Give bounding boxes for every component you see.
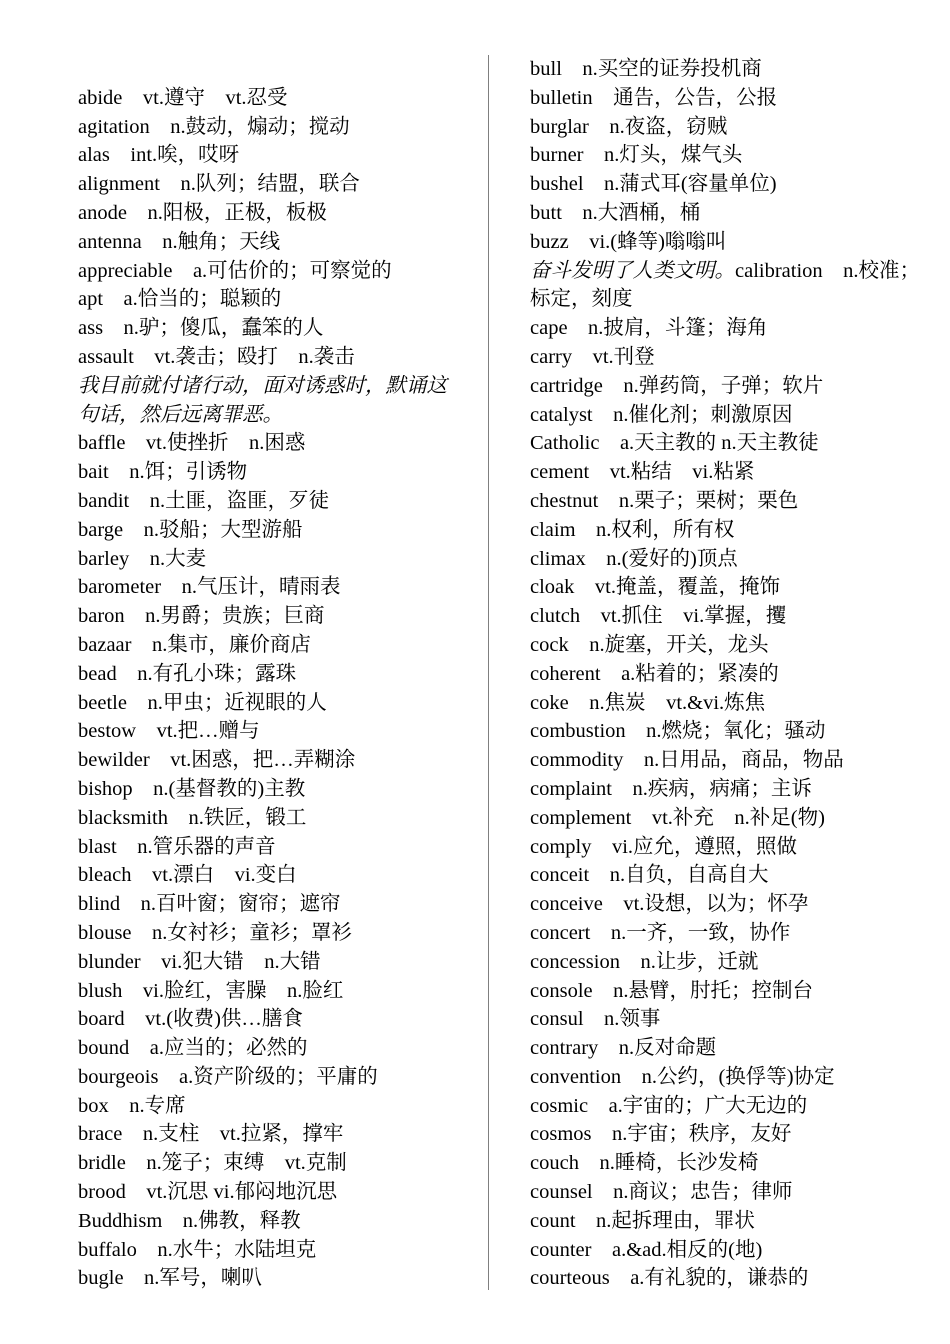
vocab-entry: bestow vt.把…赠与 [78,720,260,743]
vocab-entry: couch n.睡椅，长沙发椅 [530,1152,759,1175]
vocab-entry: comply vi.应允，遵照，照做 [530,835,798,858]
right-column [530,55,942,1293]
vocab-entry: blush vi.脸红，害臊 n.脸红 [78,979,344,1002]
vocab-entry: antenna n.触角；天线 [78,230,281,253]
vocab-entry: apt a.恰当的；聪颖的 [78,288,282,311]
vocab-entry: complaint n.疾病，病痛；主诉 [530,777,812,800]
vocab-entry: burner n.灯头，煤气头 [530,144,743,167]
quote-fragment: 奋斗发明了人类文明。 [530,259,735,282]
left-column [78,55,483,1293]
vocab-entry: blouse n.女衬衫；童衫；罩衫 [78,921,352,944]
vocab-entry: bazaar n.集市，廉价商店 [78,633,311,656]
vocab-entry: console n.悬臂，肘托；控制台 [530,979,813,1002]
vocab-entry: brace n.支柱 vt.拉紧，撑牢 [78,1123,344,1146]
vocab-entry: barge n.驳船；大型游船 [78,518,303,541]
vocab-entry: count n.起拆理由，罪状 [530,1209,755,1232]
vocab-entry: counter a.&ad.相反的(地) [530,1238,763,1261]
vocab-entry: bewilder vt.困惑，把…弄糊涂 [78,749,356,772]
vocab-entry: cosmic a.宇宙的；广大无边的 [530,1094,808,1117]
vocab-entry: baffle vt.使挫折 n.困惑 [78,432,306,455]
vocab-entry: bridle n.笼子；束缚 vt.克制 [78,1152,347,1175]
vocab-entry: burglar n.夜盗，窃贼 [530,115,728,138]
vocab-entry: abide vt.遵守 vt.忍受 [78,86,288,109]
vocab-entry: convention n.公约，(换俘等)协定 [530,1065,835,1088]
quote-line: 句话，然后远离罪恶。 [78,403,283,426]
vocab-entry: cement vt.粘结 vi.粘紧 [530,461,755,484]
vocab-entry: commodity n.日用品，商品，物品 [530,749,844,772]
vocab-entry: counsel n.商议；忠告；律师 [530,1181,793,1204]
vocab-entry: courteous a.有礼貌的，谦恭的 [530,1267,809,1290]
vocab-entry: blacksmith n.铁匠，锻工 [78,806,307,829]
vocab-entry: alas int.唉，哎呀 [78,144,240,167]
vocab-entry: combustion n.燃烧；氧化；骚动 [530,720,826,743]
vocab-entry: cape n.披肩，斗篷；海角 [530,317,768,340]
vocab-entry: coherent a.粘着的；紧凑的 [530,662,779,685]
vocab-entry: bishop n.(基督教的)主教 [78,777,306,800]
vocab-entry: cartridge n.弹药筒，子弹；软片 [530,374,824,397]
vocab-entry: blunder vi.犯大错 n.大错 [78,950,321,973]
column-divider [488,55,489,1290]
vocab-entry: buzz vi.(蜂等)嗡嗡叫 [530,230,727,253]
vocab-entry: board vt.(收费)供…膳食 [78,1008,303,1031]
vocab-entry: baron n.男爵；贵族；巨商 [78,605,325,628]
vocab-entry: bandit n.土匪，盗匪，歹徒 [78,489,330,512]
vocab-entry: barometer n.气压计，晴雨表 [78,576,341,599]
vocab-entry: bourgeois a.资产阶级的；平庸的 [78,1065,378,1088]
vocab-entry: blind n.百叶窗；窗帘；遮帘 [78,893,341,916]
vocab-entry: assault vt.袭击；殴打 n.袭击 [78,345,355,368]
quote-line: 我目前就付诸行动，面对诱惑时，默诵这 [78,374,447,397]
vocab-entry: bead n.有孔小珠；露珠 [78,662,297,685]
vocab-entry: concession n.让步，迁就 [530,950,759,973]
vocab-entry: concert n.一齐，一致，协作 [530,921,791,944]
vocab-entry: complement vt.补充 n.补足(物) [530,806,825,829]
vocab-entry: climax n.(爱好的)顶点 [530,547,738,570]
vocab-entry: butt n.大酒桶，桶 [530,201,701,224]
vocab-entry: box n.专席 [78,1094,186,1117]
vocab-entry: clutch vt.抓住 vi.掌握，攫 [530,605,787,628]
vocab-entry: catalyst n.催化剂；刺激原因 [530,403,793,426]
vocab-entry: conceit n.自负，自高自大 [530,864,769,887]
vocab-entry: cloak vt.掩盖，覆盖，掩饰 [530,576,780,599]
vocab-entry: barley n.大麦 [78,547,207,570]
vocab-entry: ass n.驴；傻瓜，蠢笨的人 [78,317,324,340]
vocab-entry: cock n.旋塞，开关，龙头 [530,633,769,656]
vocab-entry: buffalo n.水牛；水陆坦克 [78,1238,317,1261]
vocab-entry: contrary n.反对命题 [530,1037,717,1060]
vocab-entry: alignment n.队列；结盟，联合 [78,173,360,196]
vocab-entry: carry vt.刊登 [530,345,655,368]
vocab-entry: bulletin 通告，公告，公报 [530,86,778,109]
vocab-entry: 标定，刻度 [530,288,633,311]
vocab-entry: beetle n.甲虫；近视眼的人 [78,691,327,714]
vocab-entry: brood vt.沉思 vi.郁闷地沉思 [78,1181,338,1204]
vocab-entry-text: calibration n.校准； [735,259,921,282]
vocab-entry: anode n.阳极，正极，板极 [78,201,327,224]
vocab-entry: agitation n.鼓动，煽动；搅动 [78,115,350,138]
vocab-entry: coke n.焦炭 vt.&vi.炼焦 [530,691,766,714]
vocab-entry: bait n.饵；引诱物 [78,461,248,484]
vocab-entry: Catholic a.天主教的 n.天主教徒 [530,432,819,455]
vocab-entry: bushel n.蒲式耳(容量单位) [530,173,777,196]
vocab-entry: appreciable a.可估价的；可察觉的 [78,259,392,282]
vocab-entry: chestnut n.栗子；栗树；栗色 [530,489,799,512]
vocab-entry: conceive vt.设想，以为；怀孕 [530,893,809,916]
vocab-entry: bound a.应当的；必然的 [78,1037,308,1060]
vocab-entry: bugle n.军号，喇叭 [78,1267,262,1290]
vocab-entry [78,55,483,84]
vocab-entry: bleach vt.漂白 vi.变白 [78,864,297,887]
vocab-entry [530,257,942,286]
vocab-entry: blast n.管乐器的声音 [78,835,276,858]
vocab-entry: consul n.领事 [530,1008,661,1031]
vocab-entry: bull n.买空的证券投机商 [530,58,762,80]
vocab-entry: cosmos n.宇宙；秩序，友好 [530,1123,792,1146]
vocab-entry: claim n.权利，所有权 [530,518,735,541]
vocab-entry: Buddhism n.佛教，释教 [78,1209,301,1232]
